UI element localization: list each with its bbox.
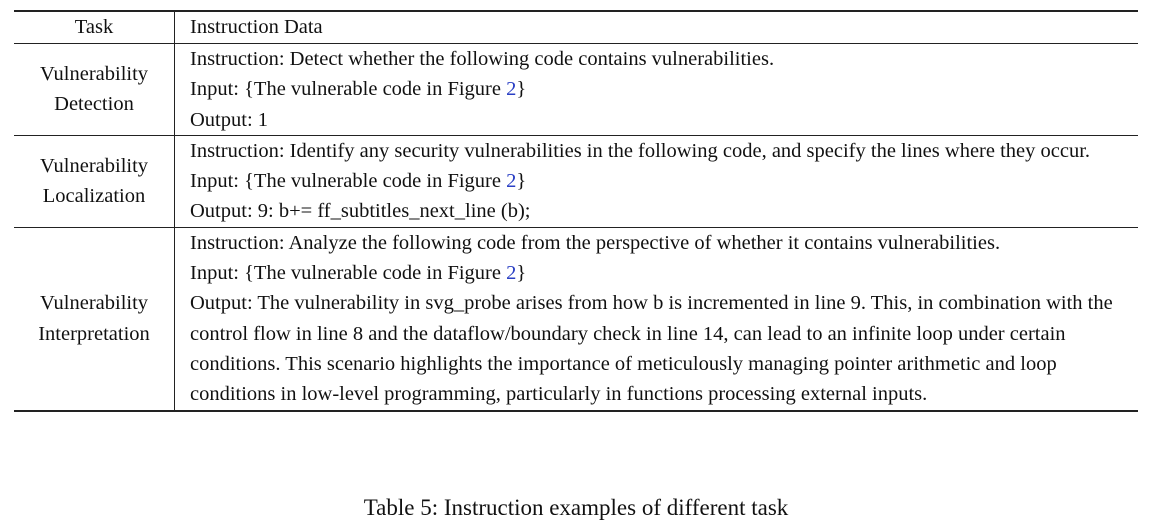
output-text: Output: 1 [190, 108, 269, 131]
figure-reference-link[interactable]: 2 [506, 262, 517, 285]
task-name-line: Vulnerability [39, 155, 149, 178]
header-instruction-data: Instruction Data [190, 16, 323, 39]
input-prefix: Input: {The vulnerable code in Figure [190, 170, 507, 193]
task-cell [14, 227, 175, 410]
header-task: Task [14, 11, 175, 44]
task-name-line: Interpretation [38, 322, 150, 345]
instruction-data-cell [175, 44, 1139, 136]
figure-reference-link[interactable]: 2 [506, 170, 517, 193]
input-suffix: } [516, 262, 527, 285]
input-text [190, 166, 1132, 196]
task-name-line: Vulnerability [39, 292, 149, 315]
table-row [14, 227, 1138, 410]
input-prefix: Input: {The vulnerable code in Figure [190, 262, 507, 285]
instruction-text: Instruction: Identify any security vulnerabilities in the following code, and specify the lines where they occur. [190, 139, 1091, 162]
output-text: Output: 9: b+= ff_subtitles_next_line (b); [190, 200, 531, 223]
input-suffix: } [516, 170, 527, 193]
task-cell [14, 135, 175, 227]
input-text [190, 258, 1132, 288]
table-caption: Table 5: Instruction examples of different task [363, 495, 789, 520]
instruction-examples-table-container [14, 10, 1138, 412]
input-suffix: } [516, 78, 527, 101]
table-body [14, 44, 1138, 411]
input-text [190, 74, 1132, 104]
instruction-text: Instruction: Analyze the following code from the perspective of whether it contains vulnerabilities. [190, 231, 1001, 254]
instruction-examples-table [14, 10, 1138, 412]
task-cell [14, 44, 175, 136]
task-name-line: Detection [54, 93, 134, 116]
header-row [14, 11, 1138, 44]
task-name-line: Vulnerability [39, 63, 149, 86]
instruction-data-cell [175, 135, 1139, 227]
instruction-data-cell [175, 227, 1139, 410]
figure-reference-link[interactable]: 2 [506, 78, 517, 101]
output-text: Output: The vulnerability in svg_probe arises from how b is incremented in line 9. This, in combination with the control flow in line 8 and the dataflow/boundary check in line 14, can lead to an infinite loop under certain conditions. This scenario highlights the importance of meticulously managing pointer arithmetic and loop conditions in low-level programming, particularly in functions processing external inputs. [190, 292, 1113, 406]
table-row [14, 44, 1138, 136]
instruction-text: Instruction: Detect whether the following code contains vulnerabilities. [190, 48, 775, 70]
table-row [14, 135, 1138, 227]
input-prefix: Input: {The vulnerable code in Figure [190, 78, 507, 101]
table-header [14, 11, 1138, 44]
task-name-line: Localization [42, 185, 146, 208]
